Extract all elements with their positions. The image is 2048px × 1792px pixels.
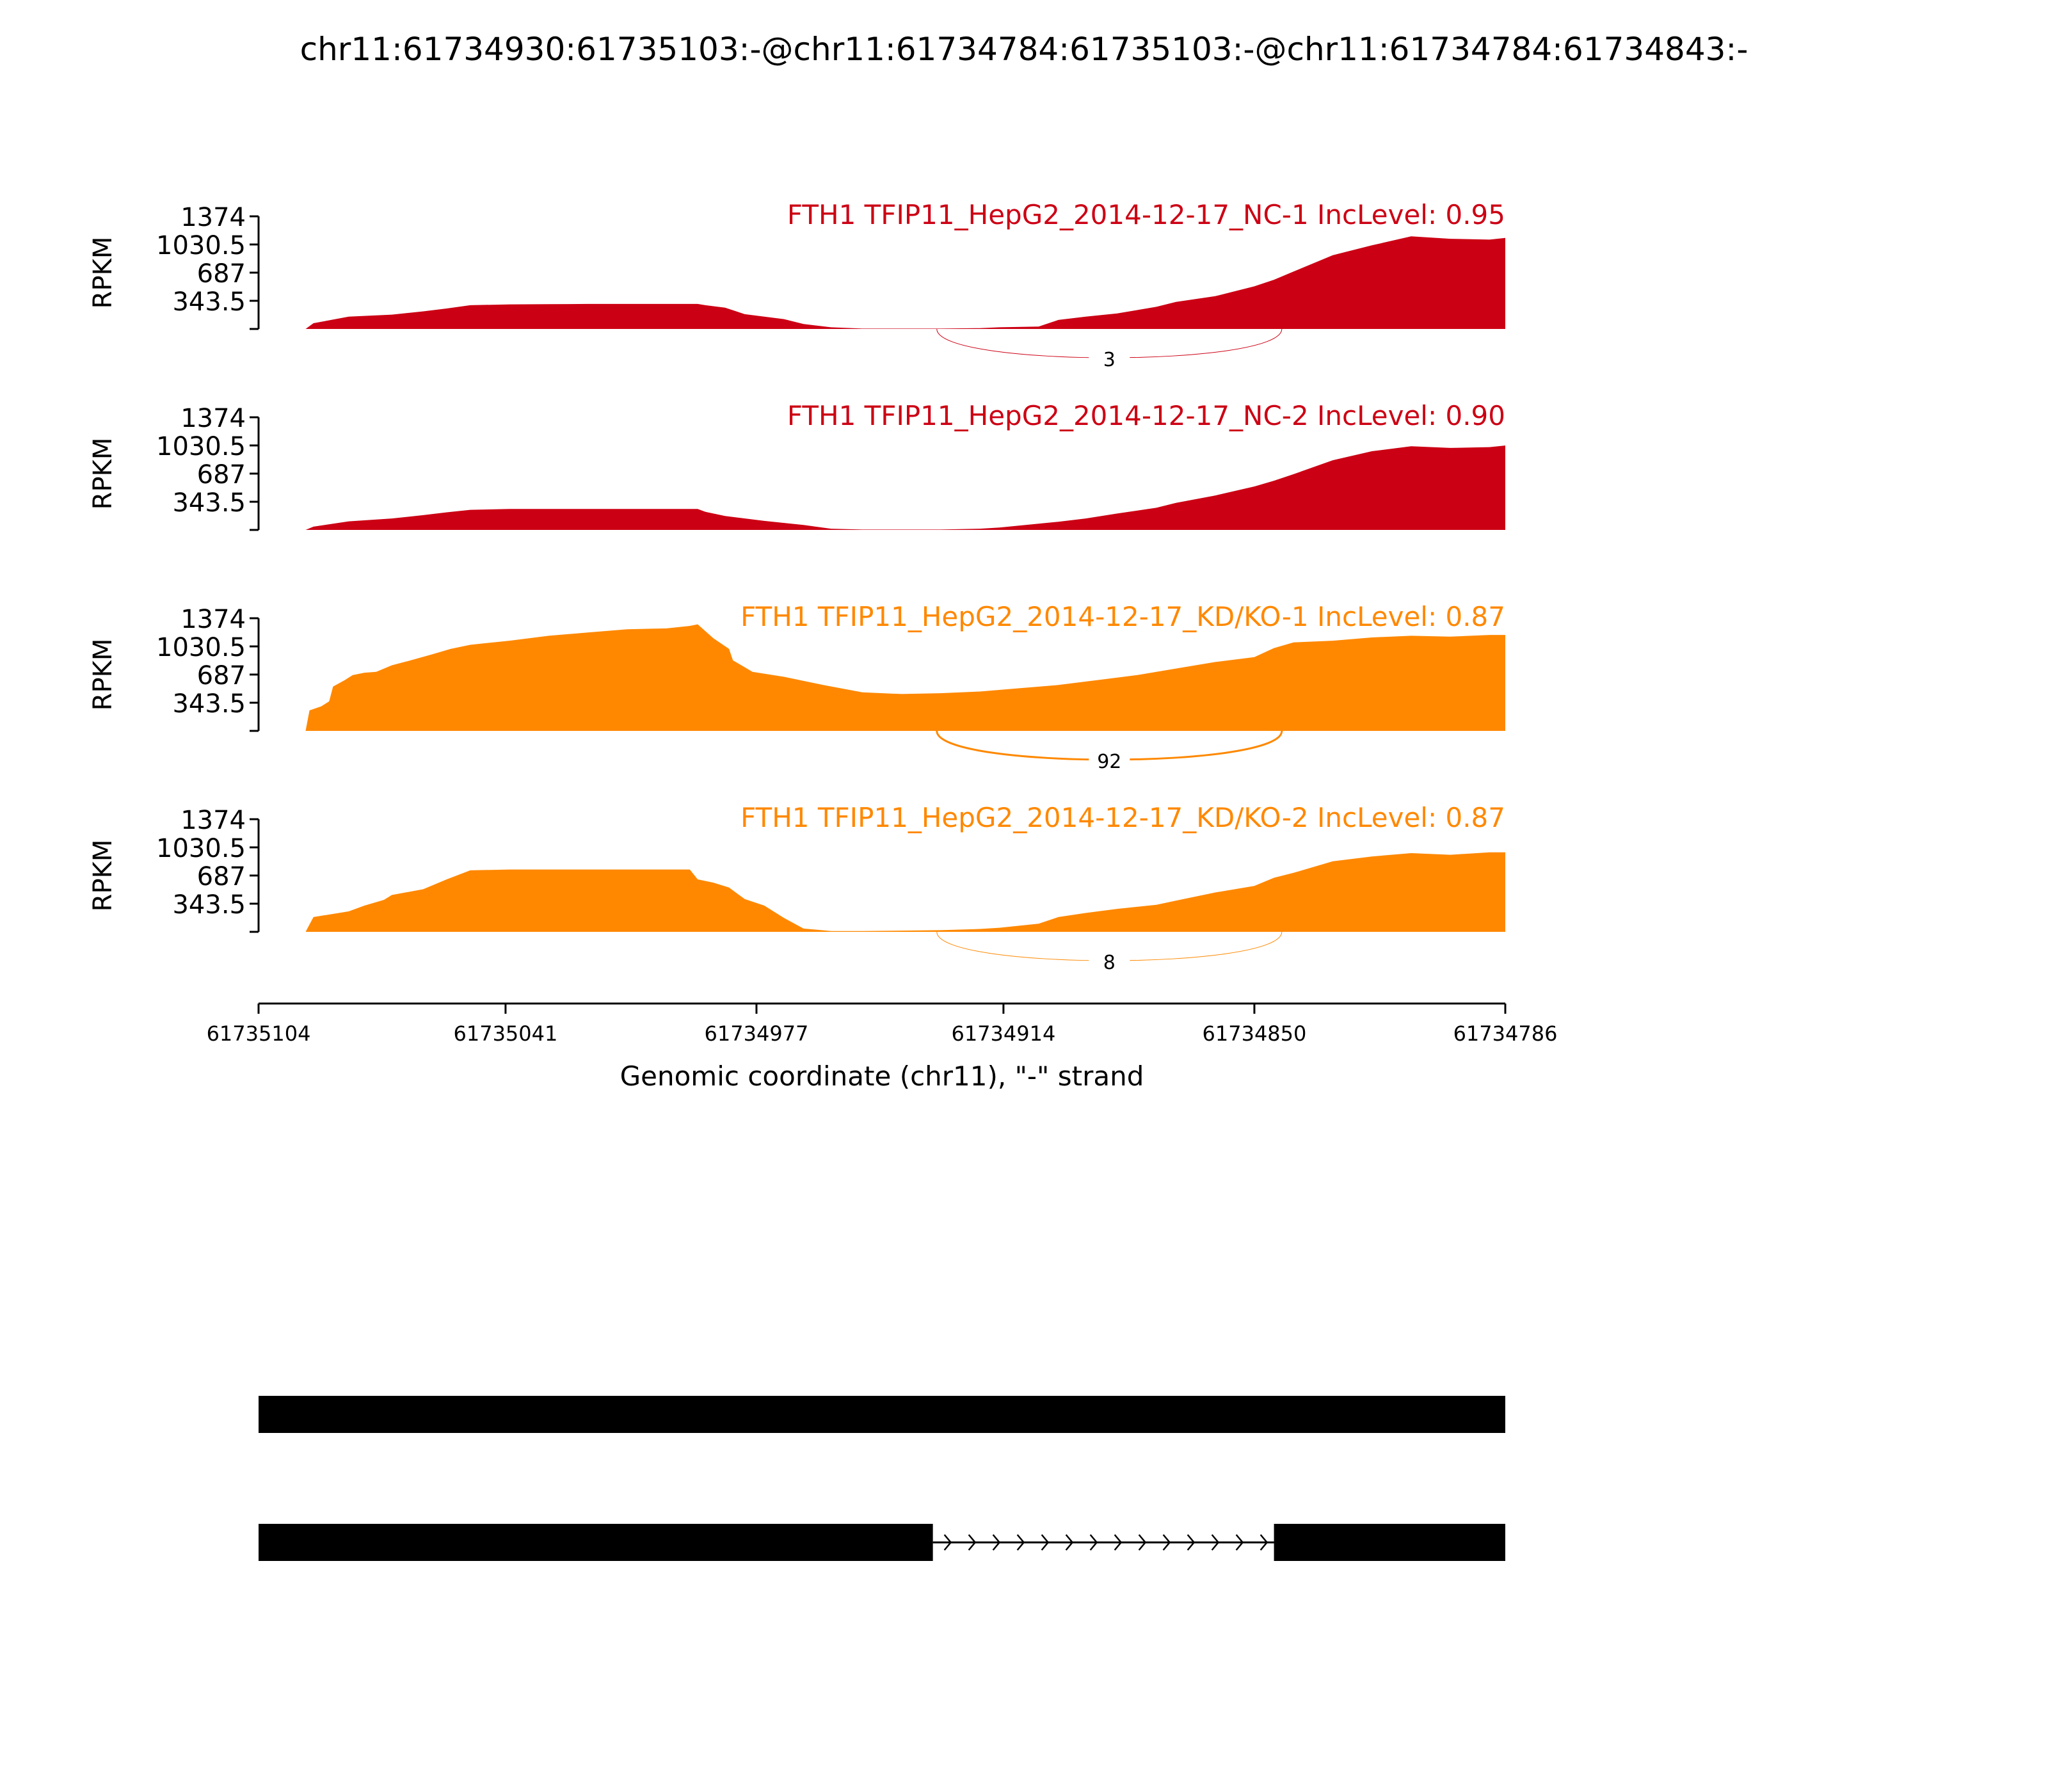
- y-axis-label-2: RPKM: [88, 437, 118, 510]
- series-label-4: FTH1 TFIP11_HepG2_2014-12-17_KD/KO-2 IncLevel: 0.87: [740, 802, 1505, 833]
- x-tick-label: 61734850: [1202, 1021, 1307, 1046]
- y-tick-label-1: 1374: [180, 203, 246, 232]
- y-tick-label-3: 1374: [180, 605, 246, 634]
- chart-title: chr11:61734930:61735103:-@chr11:61734784:61735103:-@chr11:61734784:61734843:-: [300, 31, 1748, 68]
- junction-count-4: 8: [1103, 952, 1116, 974]
- y-tick-label-2: 687: [196, 460, 246, 490]
- coverage-area-3: [259, 625, 1505, 732]
- y-tick-label-1: 687: [196, 259, 246, 289]
- y-axis-label-3: RPKM: [88, 638, 118, 711]
- y-tick-label-1: 343.5: [172, 287, 246, 317]
- y-tick-label-4: 343.5: [172, 890, 246, 920]
- junction-count-1: 3: [1103, 349, 1116, 371]
- x-tick-label: 61734977: [704, 1021, 809, 1046]
- junction-count-3: 92: [1097, 751, 1122, 773]
- series-label-2: FTH1 TFIP11_HepG2_2014-12-17_NC-2 IncLevel: 0.90: [787, 400, 1505, 431]
- x-tick-label: 61734786: [1453, 1021, 1558, 1046]
- y-tick-label-1: 1030.5: [156, 231, 246, 260]
- exon-1: [259, 1396, 1505, 1433]
- y-tick-label-2: 343.5: [172, 488, 246, 518]
- y-tick-label-3: 687: [196, 661, 246, 691]
- y-tick-label-3: 1030.5: [156, 633, 246, 662]
- x-tick-label: 61734914: [951, 1021, 1056, 1046]
- series-label-1: FTH1 TFIP11_HepG2_2014-12-17_NC-1 IncLevel: 0.95: [787, 199, 1505, 230]
- coverage-area-4: [259, 852, 1505, 932]
- y-axis-label-1: RPKM: [88, 236, 118, 309]
- y-tick-label-4: 1030.5: [156, 834, 246, 863]
- y-tick-label-3: 343.5: [172, 689, 246, 719]
- y-tick-label-4: 687: [196, 862, 246, 892]
- x-tick-label: 61735041: [453, 1021, 558, 1046]
- coverage-area-1: [259, 236, 1505, 329]
- coverage-area-2: [259, 445, 1505, 530]
- y-tick-label-2: 1374: [180, 404, 246, 433]
- y-axis-label-4: RPKM: [88, 839, 118, 912]
- y-tick-label-2: 1030.5: [156, 432, 246, 461]
- exon-2: [1274, 1524, 1505, 1561]
- x-axis-label: Genomic coordinate (chr11), "-" strand: [620, 1060, 1144, 1092]
- exon-2: [259, 1524, 933, 1561]
- y-tick-label-4: 1374: [180, 806, 246, 835]
- series-label-3: FTH1 TFIP11_HepG2_2014-12-17_KD/KO-1 IncLevel: 0.87: [740, 601, 1505, 632]
- x-tick-label: 61735104: [206, 1021, 311, 1046]
